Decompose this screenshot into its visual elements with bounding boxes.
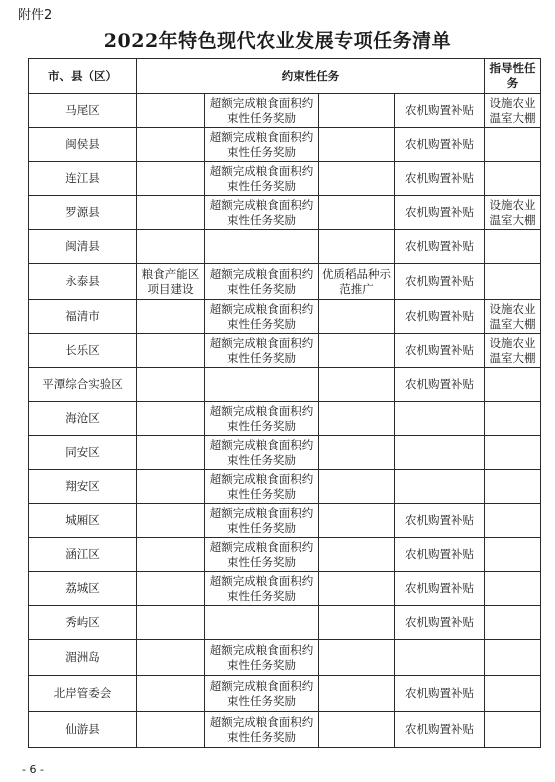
cell-grain-area-reward: 超额完成粮食面积约束性任务奖励	[205, 402, 319, 436]
cell-grain-area-reward: 超额完成粮食面积约束性任务奖励	[205, 436, 319, 470]
table-row	[29, 436, 541, 470]
cell-greenhouse	[485, 230, 541, 264]
cell-rice-variety	[319, 128, 395, 162]
cell-region: 福清市	[29, 300, 137, 334]
cell-region: 永泰县	[29, 264, 137, 300]
cell-greenhouse	[485, 538, 541, 572]
cell-grain-area-reward: 超额完成粮食面积约束性任务奖励	[205, 334, 319, 368]
cell-region: 翔安区	[29, 470, 137, 504]
header-guidance-tasks: 指导性任务	[485, 59, 541, 94]
cell-machinery-subsidy	[395, 402, 485, 436]
cell-machinery-subsidy: 农机购置补贴	[395, 300, 485, 334]
cell-rice-variety	[319, 470, 395, 504]
cell-grain-area-reward: 超额完成粮食面积约束性任务奖励	[205, 128, 319, 162]
header-region: 市、县（区）	[29, 59, 137, 94]
table-body	[29, 94, 541, 748]
table-header-row	[29, 59, 541, 94]
cell-grain-area-reward	[205, 606, 319, 640]
cell-rice-variety	[319, 538, 395, 572]
cell-grain-area-reward: 超额完成粮食面积约束性任务奖励	[205, 94, 319, 128]
table-row	[29, 196, 541, 230]
cell-region: 闽清县	[29, 230, 137, 264]
cell-machinery-subsidy: 农机购置补贴	[395, 368, 485, 402]
cell-region: 马尾区	[29, 94, 137, 128]
cell-grain-capacity	[137, 640, 205, 676]
cell-machinery-subsidy: 农机购置补贴	[395, 162, 485, 196]
table-row	[29, 162, 541, 196]
cell-machinery-subsidy: 农机购置补贴	[395, 230, 485, 264]
cell-region: 长乐区	[29, 334, 137, 368]
cell-grain-area-reward: 超额完成粮食面积约束性任务奖励	[205, 640, 319, 676]
cell-machinery-subsidy	[395, 436, 485, 470]
cell-region: 同安区	[29, 436, 137, 470]
cell-rice-variety	[319, 504, 395, 538]
cell-machinery-subsidy: 农机购置补贴	[395, 94, 485, 128]
cell-region: 海沧区	[29, 402, 137, 436]
cell-greenhouse	[485, 606, 541, 640]
cell-greenhouse	[485, 264, 541, 300]
annex-label: 附件2	[18, 8, 53, 23]
table-row	[29, 368, 541, 402]
cell-machinery-subsidy: 农机购置补贴	[395, 128, 485, 162]
table-row	[29, 128, 541, 162]
table-row	[29, 230, 541, 264]
cell-greenhouse	[485, 504, 541, 538]
cell-greenhouse	[485, 402, 541, 436]
cell-grain-area-reward: 超额完成粮食面积约束性任务奖励	[205, 264, 319, 300]
cell-grain-area-reward	[205, 230, 319, 264]
cell-grain-capacity	[137, 572, 205, 606]
cell-region: 湄洲岛	[29, 640, 137, 676]
page-number: - 6 -	[22, 763, 44, 776]
cell-machinery-subsidy	[395, 640, 485, 676]
cell-rice-variety	[319, 196, 395, 230]
cell-rice-variety	[319, 712, 395, 748]
table-row	[29, 572, 541, 606]
table-row	[29, 640, 541, 676]
table-row	[29, 470, 541, 504]
cell-greenhouse: 设施农业温室大棚	[485, 196, 541, 230]
header-binding-tasks: 约束性任务	[137, 59, 485, 94]
cell-region: 北岸管委会	[29, 676, 137, 712]
cell-region: 闽侯县	[29, 128, 137, 162]
document-title: 2022年特色现代农业发展专项任务清单	[103, 30, 452, 52]
cell-greenhouse: 设施农业温室大棚	[485, 334, 541, 368]
cell-grain-capacity	[137, 128, 205, 162]
cell-region: 连江县	[29, 162, 137, 196]
cell-rice-variety: 优质稻品种示范推广	[319, 264, 395, 300]
cell-rice-variety	[319, 334, 395, 368]
cell-region: 平潭综合实验区	[29, 368, 137, 402]
cell-machinery-subsidy: 农机购置补贴	[395, 712, 485, 748]
cell-grain-capacity	[137, 196, 205, 230]
cell-greenhouse	[485, 368, 541, 402]
table-row	[29, 538, 541, 572]
cell-grain-capacity	[137, 436, 205, 470]
cell-greenhouse: 设施农业温室大棚	[485, 94, 541, 128]
cell-grain-area-reward: 超额完成粮食面积约束性任务奖励	[205, 538, 319, 572]
cell-region: 城厢区	[29, 504, 137, 538]
cell-machinery-subsidy: 农机购置补贴	[395, 264, 485, 300]
table-row	[29, 334, 541, 368]
cell-grain-area-reward: 超额完成粮食面积约束性任务奖励	[205, 470, 319, 504]
cell-grain-area-reward: 超额完成粮食面积约束性任务奖励	[205, 196, 319, 230]
cell-grain-area-reward: 超额完成粮食面积约束性任务奖励	[205, 572, 319, 606]
cell-greenhouse	[485, 676, 541, 712]
table-row	[29, 300, 541, 334]
cell-rice-variety	[319, 300, 395, 334]
cell-grain-capacity	[137, 300, 205, 334]
cell-greenhouse	[485, 162, 541, 196]
cell-grain-capacity	[137, 538, 205, 572]
cell-grain-capacity	[137, 712, 205, 748]
cell-region: 秀屿区	[29, 606, 137, 640]
cell-grain-area-reward	[205, 368, 319, 402]
cell-machinery-subsidy	[395, 470, 485, 504]
cell-rice-variety	[319, 162, 395, 196]
cell-rice-variety	[319, 94, 395, 128]
cell-rice-variety	[319, 676, 395, 712]
cell-greenhouse	[485, 572, 541, 606]
cell-machinery-subsidy: 农机购置补贴	[395, 676, 485, 712]
cell-greenhouse	[485, 436, 541, 470]
table-row	[29, 676, 541, 712]
cell-grain-capacity	[137, 606, 205, 640]
cell-region: 仙游县	[29, 712, 137, 748]
cell-greenhouse	[485, 640, 541, 676]
cell-region: 荔城区	[29, 572, 137, 606]
cell-rice-variety	[319, 436, 395, 470]
table-row	[29, 504, 541, 538]
cell-greenhouse	[485, 712, 541, 748]
cell-grain-capacity: 粮食产能区项目建设	[137, 264, 205, 300]
cell-region: 涵江区	[29, 538, 137, 572]
cell-rice-variety	[319, 402, 395, 436]
cell-grain-capacity	[137, 334, 205, 368]
cell-grain-area-reward: 超额完成粮食面积约束性任务奖励	[205, 676, 319, 712]
cell-greenhouse	[485, 128, 541, 162]
cell-grain-capacity	[137, 162, 205, 196]
table-row	[29, 264, 541, 300]
cell-machinery-subsidy: 农机购置补贴	[395, 196, 485, 230]
cell-grain-area-reward: 超额完成粮食面积约束性任务奖励	[205, 712, 319, 748]
cell-grain-capacity	[137, 504, 205, 538]
cell-grain-capacity	[137, 368, 205, 402]
cell-machinery-subsidy: 农机购置补贴	[395, 538, 485, 572]
cell-grain-area-reward: 超额完成粮食面积约束性任务奖励	[205, 504, 319, 538]
table-row	[29, 712, 541, 748]
table-row	[29, 402, 541, 436]
cell-rice-variety	[319, 640, 395, 676]
cell-rice-variety	[319, 368, 395, 402]
cell-machinery-subsidy: 农机购置补贴	[395, 606, 485, 640]
cell-grain-area-reward: 超额完成粮食面积约束性任务奖励	[205, 162, 319, 196]
cell-greenhouse	[485, 470, 541, 504]
cell-grain-area-reward: 超额完成粮食面积约束性任务奖励	[205, 300, 319, 334]
task-table	[28, 58, 541, 748]
table-row	[29, 94, 541, 128]
cell-grain-capacity	[137, 402, 205, 436]
cell-grain-capacity	[137, 470, 205, 504]
cell-grain-capacity	[137, 230, 205, 264]
cell-greenhouse: 设施农业温室大棚	[485, 300, 541, 334]
cell-rice-variety	[319, 230, 395, 264]
cell-machinery-subsidy: 农机购置补贴	[395, 334, 485, 368]
cell-rice-variety	[319, 572, 395, 606]
cell-machinery-subsidy: 农机购置补贴	[395, 504, 485, 538]
cell-machinery-subsidy: 农机购置补贴	[395, 572, 485, 606]
cell-grain-capacity	[137, 676, 205, 712]
cell-region: 罗源县	[29, 196, 137, 230]
cell-grain-capacity	[137, 94, 205, 128]
table-row	[29, 606, 541, 640]
cell-rice-variety	[319, 606, 395, 640]
